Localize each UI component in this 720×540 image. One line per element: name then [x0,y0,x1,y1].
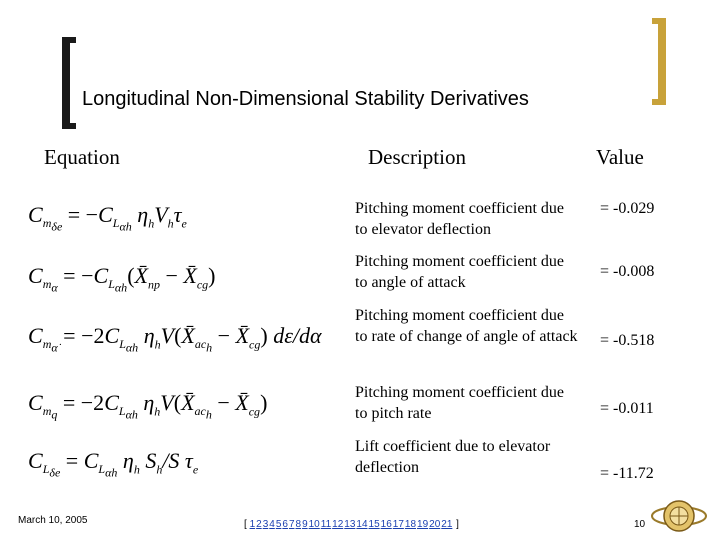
footer-date: March 10, 2005 [18,515,88,526]
value-cell: = -0.008 [600,263,655,280]
page-link-16[interactable]: 16 [380,519,392,530]
pager-close-bracket: ] [456,519,459,530]
equation-cl-delta-e: $C_{L_{\delta e}} = C_{L_{\alpha h}}$ $\eta_h$ $S_h/S$ $\tau_e$ [28,448,199,480]
page-link-12[interactable]: 12 [332,519,344,530]
page-link-21[interactable]: 21 [441,519,453,530]
page-link-4[interactable]: 4 [269,519,275,530]
page-link-3[interactable]: 3 [262,519,269,530]
page-link-9[interactable]: 9 [302,519,308,530]
description-row: Pitching moment coefficient due to angle of attack [355,253,564,291]
equation-header: Equation [44,145,120,169]
page-number: 10 [634,519,646,530]
page-link-20[interactable]: 20 [429,519,441,530]
page-link-11[interactable]: 11 [320,519,332,530]
page-link-6[interactable]: 6 [282,519,288,530]
page-link-17[interactable]: 17 [392,519,404,530]
description-row: Lift coefficient due to elevator deflection [355,438,551,476]
value-cell: = -11.72 [600,465,654,482]
page-link-7[interactable]: 7 [288,519,295,530]
value-header: Value [596,145,644,169]
equation-cm-q: $C_{m_q} = -2C_{L_{\alpha h}}$ $\eta_hV(X̄_{ac_h}$ − $X̄_{cg}$) [28,390,268,422]
description-row: Pitching moment coefficient due to elevator deflection [355,200,564,238]
equation-cm-delta-e: $C_{m_{\delta e}} = -C_{L_{\alpha h}}$ $\eta_hV_h\tau_e$ [28,202,187,234]
page-link-1[interactable]: 1 [249,519,256,530]
page-link-10[interactable]: 10 [308,519,320,530]
equation-cm-alpha: $C_{m_\alpha}$ = $-C_{L_{\alpha h}}(X̄_{np}$ − $X̄_{cg}$) [28,263,216,295]
pager-open-bracket: [ [244,519,247,530]
slide-title: Longitudinal Non-Dimensional Stability Derivatives [82,88,529,110]
page-link-13[interactable]: 13 [344,519,356,530]
value-cell: = -0.029 [600,200,655,217]
page-link-18[interactable]: 18 [404,519,417,530]
page-link-15[interactable]: 15 [368,519,380,530]
page-link-2[interactable]: 2 [256,519,262,530]
equation-cm-alpha-dot: $C_{m_{\alphȧ}} = -2C_{L_{\alpha h}}$ $\eta_hV(X̄_{ac_h}$ − $X̄_{cg}$) dε/dα [28,323,322,355]
left-bracket-decoration [62,37,76,129]
university-logo-icon [650,496,708,536]
right-bracket-decoration [652,18,666,105]
page-navigation [244,519,459,530]
value-cell: = -0.518 [600,332,655,349]
description-row: Pitching moment coefficient due to rate of change of angle of attack [355,307,578,345]
page-link-8[interactable]: 8 [295,519,302,530]
description-header: Description [368,145,466,169]
value-cell: = -0.011 [600,400,654,417]
description-row: Pitching moment coefficient due to pitch rate [355,384,564,422]
page-link-19[interactable]: 19 [417,519,429,530]
page-link-5[interactable]: 5 [275,519,282,530]
page-link-14[interactable]: 14 [356,519,368,530]
